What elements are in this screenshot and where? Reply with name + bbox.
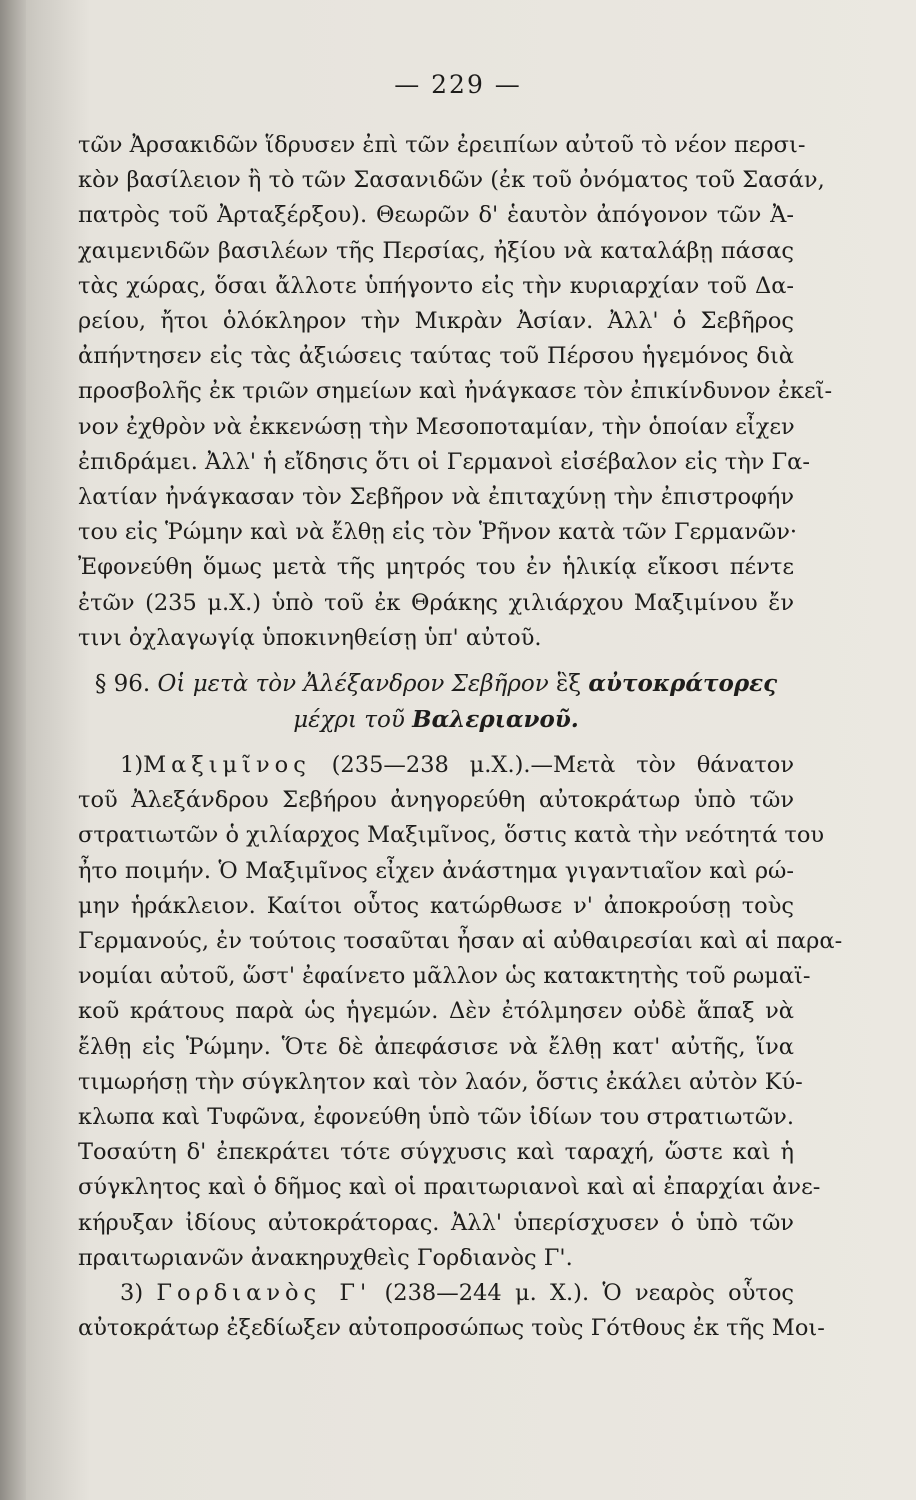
item-number: 1) xyxy=(120,752,144,779)
paragraph-1 xyxy=(78,128,833,656)
text-line: ἔλθῃ εἰς Ῥώμην. Ὅτε δὲ ἀπεφάσισε νὰ ἔλθῃ κατ' αὐτῆς, ἵνα xyxy=(78,1033,794,1060)
section-title-line2-a: μέχρι τοῦ xyxy=(293,707,405,734)
section-count: ἓξ xyxy=(556,671,582,698)
emperor-name: Μαξιμῖνος xyxy=(143,752,311,779)
text-line: πατρὸς τοῦ Ἀρταξέρξου). Θεωρῶν δ' ἑαυτὸν ἀπόγονον τῶν Ἀ- xyxy=(78,202,794,229)
text-line: τινι ὀχλαγωγίᾳ ὑποκινηθείσῃ ὑπ' αὐτοῦ. xyxy=(78,624,542,651)
text-line: μην ἡράκλειον. Καίτοι οὗτος κατώρθωσε ν' ἀποκρούσῃ τοὺς xyxy=(78,892,794,919)
paragraph-2 xyxy=(78,748,843,1276)
text-line: Ἐφονεύθη ὅμως μετὰ τῆς μητρός του ἐν ἡλικίᾳ εἴκοσι πέντε xyxy=(78,554,794,581)
text-line: του εἰς Ῥώμην καὶ νὰ ἔλθῃ εἰς τὸν Ῥῆνον κατὰ τῶν Γερμανῶν· xyxy=(78,519,798,546)
text-line: προσβολῆς ἐκ τριῶν σημείων καὶ ἠνάγκασε τὸν ἐπικίνδυνον ἐκεῖ- xyxy=(78,378,833,405)
text-line: κήρυξαν ἰδίους αὐτοκράτορας. Ἀλλ' ὑπερίσχυσεν ὁ ὑπὸ τῶν xyxy=(78,1209,794,1236)
text-line: κοῦ κράτους παρὰ ὡς ἡγεμών. Δὲν ἐτόλμησεν οὐδὲ ἅπαξ νὰ xyxy=(78,998,794,1025)
text-line: τιμωρήσῃ τὴν σύγκλητον καὶ τὸν λαόν, ὅστις ἐκάλει αὐτὸν Κύ- xyxy=(78,1068,803,1095)
text-line-rest: (235—238 μ.Χ.).—Μετὰ τὸν θάνατον xyxy=(331,752,794,779)
text-line: Γερμανούς, ἐν τούτοις τοσαῦται ἦσαν αἱ αὐθαιρεσίαι καὶ αἱ παρα- xyxy=(78,928,843,955)
text-line xyxy=(78,1276,794,1311)
text-line: κλωπα καὶ Τυφῶνα, ἐφονεύθη ὑπὸ τῶν ἰδίων του στρατιωτῶν. xyxy=(78,1104,794,1131)
section-title-line2-b: Βαλεριανοῦ. xyxy=(412,706,579,734)
section-number: § 96. xyxy=(94,671,151,698)
text-line: στρατιωτῶν ὁ χιλίαρχος Μαξιμῖνος, ὅστις κατὰ τὴν νεότητά του xyxy=(78,822,825,849)
text-line: ἦτο ποιμήν. Ὁ Μαξιμῖνος εἶχεν ἀνάστημα γιγαντιαῖον καὶ ρώ- xyxy=(78,857,794,884)
text-line: ἐπιδράμει. Ἀλλ' ἡ εἴδησις ὅτι οἱ Γερμανοὶ εἰσέβαλον εἰς τὴν Γα- xyxy=(78,448,810,475)
text-line: σύγκλητος καὶ ὁ δῆμος καὶ οἱ πραιτωριανοὶ καὶ αἱ ἐπαρχίαι ἀνε- xyxy=(78,1174,821,1201)
paragraph-3 xyxy=(78,1276,825,1346)
text-line-rest: (238—244 μ. Χ.). Ὁ νεαρὸς οὗτος xyxy=(384,1280,794,1307)
section-heading xyxy=(78,666,794,738)
text-line: ρείου, ἤτοι ὁλόκληρον τὴν Μικρὰν Ἀσίαν. Ἀλλ' ὁ Σεβῆρος xyxy=(78,308,794,335)
text-line: νον ἐχθρὸν νὰ ἐκκενώσῃ τὴν Μεσοποταμίαν, τὴν ὁποίαν εἶχεν xyxy=(78,413,795,440)
section-title-part2: αὐτοκράτορες xyxy=(588,670,778,698)
text-line: τῶν Ἀρσακιδῶν ἵδρυσεν ἐπὶ τῶν ἐρειπίων αὐτοῦ τὸ νέον περσι- xyxy=(78,132,806,158)
text-line: λατίαν ἠνάγκασαν τὸν Σεβῆρον νὰ ἐπιταχύνῃ τὴν ἐπιστροφήν xyxy=(78,484,794,511)
text-line: ἀπήντησεν εἰς τὰς ἀξιώσεις ταύτας τοῦ Πέρσου ἡγεμόνος διὰ xyxy=(78,343,794,370)
page-text xyxy=(78,128,843,1347)
page-number: — 229 — xyxy=(394,70,522,99)
text-line: Τοσαύτη δ' ἐπεκράτει τότε σύγχυσις καὶ ταραχή, ὥστε καὶ ἡ xyxy=(78,1139,794,1166)
text-line: αὐτοκράτωρ ἐξεδίωξεν αὐτοπροσώπως τοὺς Γότθους ἐκ τῆς Μοι- xyxy=(78,1315,825,1342)
text-line: πραιτωριανῶν ἀνακηρυχθεὶς Γορδιανὸς Γ'. xyxy=(78,1244,573,1271)
text-line xyxy=(78,748,794,783)
item-number: 3) xyxy=(120,1280,144,1307)
text-line: τοῦ Ἀλεξάνδρου Σεβήρου ἀνηγορεύθη αὐτοκράτωρ ὑπὸ τῶν xyxy=(78,787,794,814)
text-line: χαιμενιδῶν βασιλέων τῆς Περσίας, ἠξίου νὰ καταλάβῃ πάσας xyxy=(78,237,794,264)
text-line: νομίαι αὐτοῦ, ὥστ' ἐφαίνετο μᾶλλον ὡς κατακτητὴς τοῦ ρωμαϊ- xyxy=(78,963,811,990)
text-line: ἐτῶν (235 μ.Χ.) ὑπὸ τοῦ ἐκ Θράκης χιλιάρχου Μαξιμίνου ἔν xyxy=(78,589,794,616)
text-line: τὰς χώρας, ὅσαι ἄλλοτε ὑπήγοντο εἰς τὴν κυριαρχίαν τοῦ Δα- xyxy=(78,272,794,299)
emperor-name: Γορδιανὸς Γ' xyxy=(156,1280,372,1307)
text-line: κὸν βασίλειον ἢ τὸ τῶν Σασανιδῶν (ἐκ τοῦ ὀνόματος τοῦ Σασάν, xyxy=(78,167,825,194)
book-gutter xyxy=(0,0,26,1500)
section-title-part1: Οἱ μετὰ τὸν Ἀλέξανδρον Σεβῆρον xyxy=(157,671,549,698)
